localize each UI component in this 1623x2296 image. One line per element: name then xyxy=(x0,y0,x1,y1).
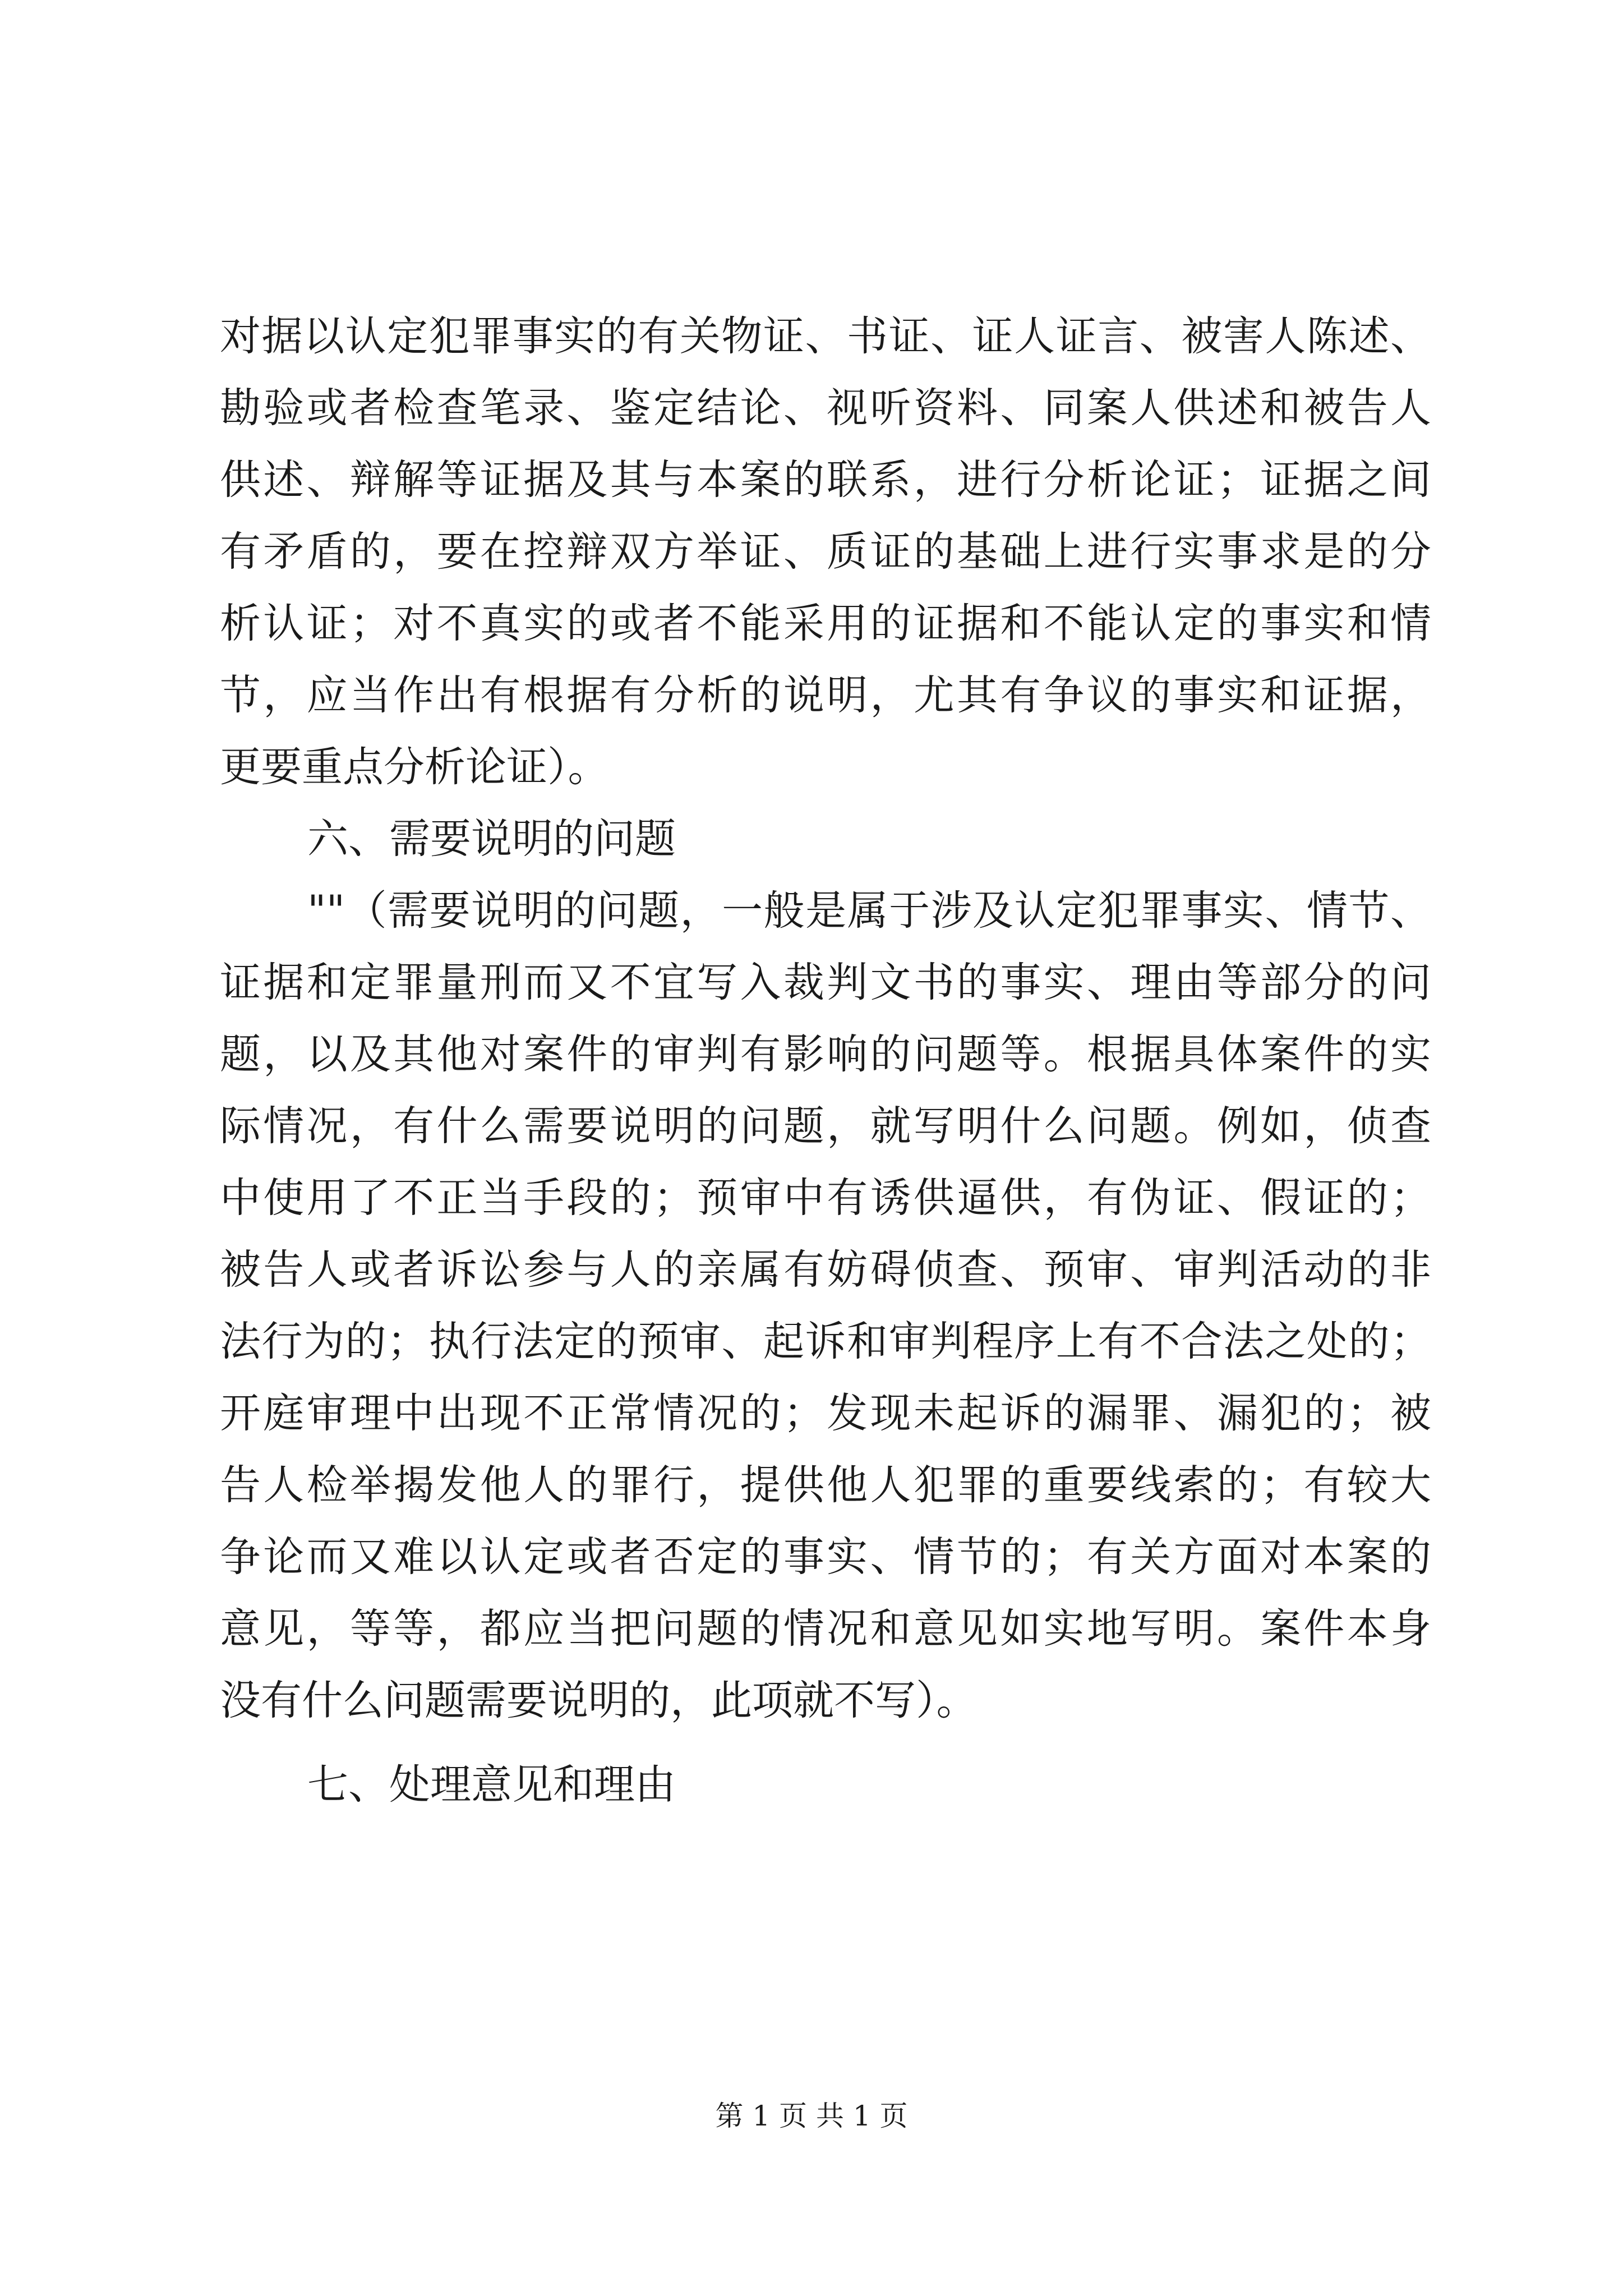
paragraph-line: 争论而又难以认定或者否定的事实、情节的；有关方面对本案的 xyxy=(220,1533,1431,1581)
paragraph-line: 意见，等等，都应当把问题的情况和意见如实地写明。案件本身 xyxy=(220,1605,1431,1653)
paragraph-line: 告人检举揭发他人的罪行，提供他人犯罪的重要线索的；有较大 xyxy=(220,1461,1431,1509)
paragraph-line: 勘验或者检查笔录、鉴定结论、视听资料、同案人供述和被告人 xyxy=(220,384,1431,432)
page-number-footer: 第 1 页 共 1 页 xyxy=(715,2100,908,2132)
paragraph-line: 有矛盾的，要在控辩双方举证、质证的基础上进行实事求是的分 xyxy=(220,528,1431,576)
paragraph-line: 法行为的；执行法定的预审、起诉和审判程序上有不合法之处的； xyxy=(220,1318,1431,1365)
section-heading: 六、需要说明的问题 xyxy=(307,815,676,863)
paragraph-line: 更要重点分析论证）。 xyxy=(220,743,609,791)
paragraph-line: 被告人或者诉讼参与人的亲属有妨碍侦查、预审、审判活动的非 xyxy=(220,1246,1431,1294)
paragraph-line: 节，应当作出有根据有分析的说明，尤其有争议的事实和证据， xyxy=(220,671,1431,719)
paragraph-line: 对据以认定犯罪事实的有关物证、书证、证人证言、被害人陈述、 xyxy=(220,312,1431,360)
paragraph-line: 题，以及其他对案件的审判有影响的问题等。根据具体案件的实 xyxy=(220,1030,1431,1078)
paragraph-line: ""（需要说明的问题，一般是属于涉及认定犯罪事实、情节、 xyxy=(307,887,1431,935)
paragraph-line: 际情况，有什么需要说明的问题，就写明什么问题。例如，侦查 xyxy=(220,1102,1431,1150)
paragraph-line: 证据和定罪量刑而又不宜写入裁判文书的事实、理由等部分的问 xyxy=(220,959,1431,1006)
section-heading: 七、处理意见和理由 xyxy=(307,1761,676,1809)
paragraph-line: 没有什么问题需要说明的，此项就不写）。 xyxy=(220,1677,978,1724)
paragraph-line: 析认证；对不真实的或者不能采用的证据和不能认定的事实和情 xyxy=(220,600,1431,647)
paragraph-line: 开庭审理中出现不正常情况的；发现未起诉的漏罪、漏犯的；被 xyxy=(220,1389,1431,1437)
paragraph-line: 供述、辩解等证据及其与本案的联系，进行分析论证；证据之间 xyxy=(220,456,1431,504)
paragraph-line: 中使用了不正当手段的；预审中有诱供逼供，有伪证、假证的； xyxy=(220,1174,1431,1222)
